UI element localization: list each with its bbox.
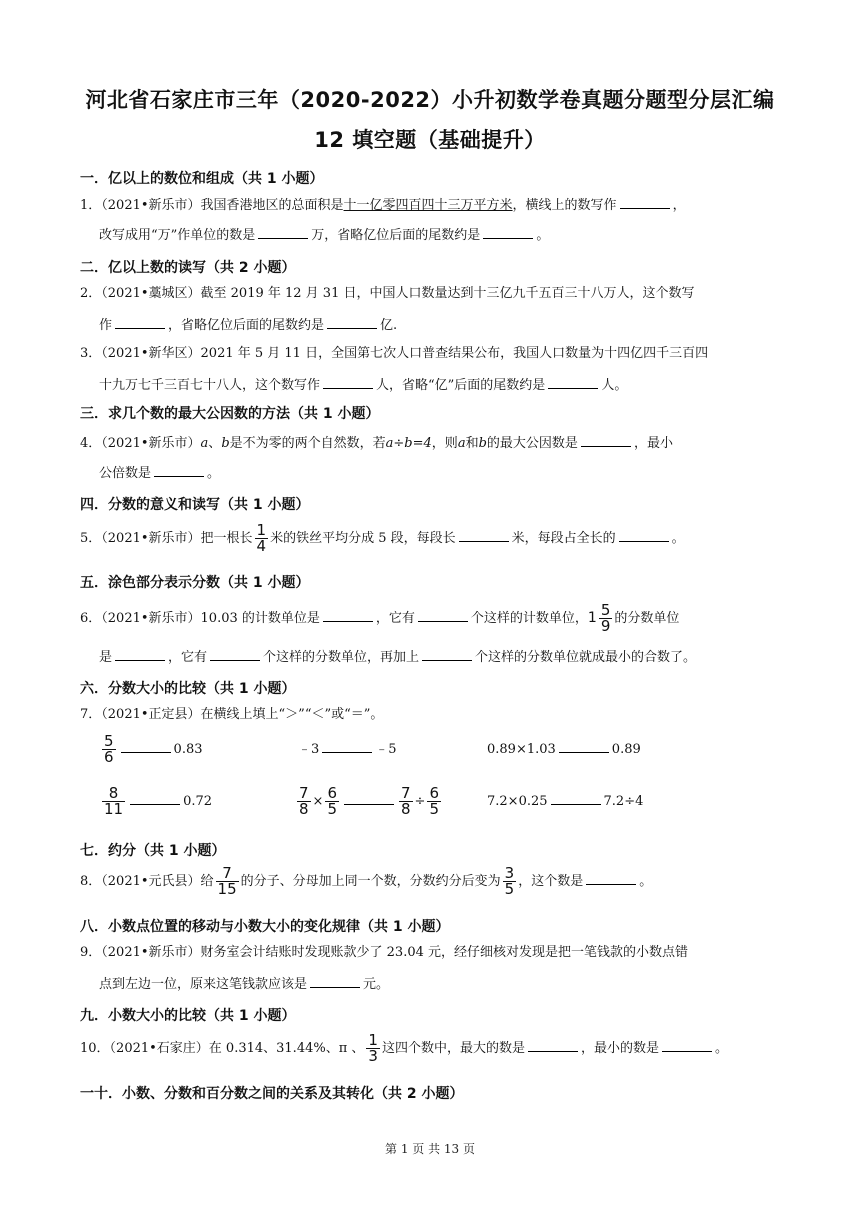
question-8 [80, 866, 780, 897]
question-text: ，它有 [168, 650, 208, 665]
compare-item [487, 738, 641, 757]
answer-blank[interactable] [619, 527, 669, 542]
page-footer: 第 1 页 共 13 页 [385, 1142, 475, 1156]
question-3-line-1: 3．（2021•新华区）2021 年 5 月 11 日，全国第七次人口普查结果公布，我国人口数量为十四亿四千三百四 [80, 346, 709, 361]
question-text: 10．（2021•石家庄）在 0.314、31.44%、π 、 [80, 1041, 365, 1056]
section-heading: 五．涂色部分表示分数（共 1 小题） [80, 575, 310, 591]
variable-b: b [221, 436, 230, 451]
question-text: 人。 [601, 378, 628, 393]
numerator: 7 [401, 784, 411, 802]
expression: a÷b=4 [385, 436, 432, 451]
compare-item [295, 786, 443, 817]
question-text: 米的铁丝平均分成 5 段，每段长 [270, 531, 456, 546]
question-text: 个这样的分数单位就成最小的合数了。 [475, 650, 697, 665]
compare-item [298, 738, 397, 757]
question-text: 米，每段占全长的 [511, 531, 616, 546]
underlined-text: 十一亿零四百四十三万平方米 [343, 198, 513, 213]
compare-value: 0.89 [611, 742, 641, 757]
question-3-line-2 [99, 374, 799, 396]
question-text: 的分数单位 [614, 611, 680, 626]
question-1-line-1 [80, 194, 780, 216]
question-text: ，省略亿位后面的尾数约是 [168, 318, 325, 333]
answer-blank[interactable] [548, 374, 598, 389]
numerator: 5 [600, 601, 611, 619]
compare-value: 7.2÷4 [603, 794, 644, 809]
answer-blank[interactable] [130, 790, 180, 805]
answer-blank[interactable] [528, 1037, 578, 1052]
compare-value: ﹣5 [375, 742, 397, 757]
answer-blank[interactable] [586, 870, 636, 885]
numerator: 7 [222, 864, 232, 882]
answer-blank[interactable] [662, 1037, 712, 1052]
question-10 [80, 1033, 780, 1064]
question-text: 作 [99, 318, 113, 333]
question-text: 的分子、分母加上同一个数，分数约分后变为 [240, 874, 501, 889]
denominator: 4 [256, 537, 267, 555]
answer-blank[interactable] [323, 374, 373, 389]
question-text: 。 [639, 874, 653, 889]
answer-blank[interactable] [418, 607, 468, 622]
answer-blank[interactable] [483, 224, 533, 239]
numerator: 1 [256, 521, 267, 539]
operator: × [312, 794, 324, 809]
question-text: 人，省略“亿”后面的尾数约是 [376, 378, 546, 393]
fraction [399, 786, 413, 817]
section-heading: 一十．小数、分数和百分数之间的关系及其转化（共 2 小题） [80, 1086, 464, 1102]
operator: ÷ [414, 794, 426, 809]
question-text: ，这个数是 [518, 874, 584, 889]
answer-blank[interactable] [210, 646, 260, 661]
question-4-line-1 [80, 432, 780, 454]
fraction [255, 523, 269, 554]
question-text: 改写成用“万”作单位的数是 [99, 228, 256, 243]
question-7-prompt: 7．（2021•正定县）在横线上填上“＞”“＜”或“＝”。 [80, 707, 384, 722]
question-text: 公倍数是 [99, 466, 152, 481]
answer-blank[interactable] [327, 314, 377, 329]
question-text: 6．（2021•新乐市）10.03 的计数单位是 [80, 611, 320, 626]
answer-blank[interactable] [344, 790, 394, 805]
answer-blank[interactable] [581, 432, 631, 447]
question-text: ，横线上的数写作 [512, 198, 617, 213]
section-heading: 四．分数的意义和读写（共 1 小题） [80, 497, 310, 513]
question-2-line-1: 2．（2021•藁城区）截至 2019 年 12 月 31 日，中国人口数量达到十三亿九千五百三十八万人，这个数写 [80, 286, 695, 301]
answer-blank[interactable] [121, 738, 171, 753]
variable-a: a [200, 436, 209, 451]
question-text: 元。 [363, 977, 390, 992]
fraction [503, 866, 517, 897]
document-subtitle: 12 填空题（基础提升） [314, 128, 546, 152]
question-text: 万，省略亿位后面的尾数约是 [311, 228, 481, 243]
question-text: 4．（2021•新乐市） [80, 436, 201, 451]
numerator: 7 [299, 784, 309, 802]
numerator: 6 [429, 784, 439, 802]
numerator: 1 [368, 1031, 378, 1049]
compare-value: 0.72 [183, 794, 213, 809]
section-heading: 三．求几个数的最大公因数的方法（共 1 小题） [80, 406, 380, 422]
mixed-number-whole: 1 [587, 610, 597, 626]
answer-blank[interactable] [115, 646, 165, 661]
numerator: 6 [327, 784, 337, 802]
question-text: 8．（2021•元氏县）给 [80, 874, 214, 889]
denominator: 8 [401, 800, 411, 818]
answer-blank[interactable] [459, 527, 509, 542]
section-heading: 一．亿以上的数位和组成（共 1 小题） [80, 171, 324, 187]
compare-item [100, 786, 212, 817]
numerator: 3 [504, 864, 515, 882]
variable-b: b [478, 436, 487, 451]
question-text: 是 [99, 650, 113, 665]
question-text: 亿. [380, 318, 398, 333]
question-text: ，最小 [633, 436, 673, 451]
question-text: 点到左边一位，原来这笔钱款应该是 [99, 977, 308, 992]
section-heading: 七．约分（共 1 小题） [80, 843, 226, 859]
question-text: 个这样的计数单位， [470, 611, 588, 626]
numerator: 8 [108, 784, 119, 802]
question-text: 。 [671, 531, 685, 546]
answer-blank[interactable] [154, 462, 204, 477]
fraction [102, 786, 125, 817]
compare-item [487, 790, 643, 809]
denominator: 8 [299, 800, 309, 818]
answer-blank[interactable] [310, 973, 360, 988]
denominator: 3 [368, 1047, 378, 1065]
question-text: 。 [714, 1041, 728, 1056]
fraction [366, 1033, 380, 1064]
question-text: ，则 [431, 436, 458, 451]
compare-item [100, 734, 203, 765]
denominator: 5 [429, 800, 439, 818]
answer-blank[interactable] [115, 314, 165, 329]
question-text: 的最大公因数是 [486, 436, 578, 451]
denominator: 11 [104, 800, 124, 818]
question-text: 和 [465, 436, 479, 451]
answer-blank[interactable] [559, 738, 609, 753]
question-text: 。 [207, 466, 221, 481]
answer-blank[interactable] [323, 607, 373, 622]
answer-blank[interactable] [322, 738, 372, 753]
section-heading: 八．小数点位置的移动与小数大小的变化规律（共 1 小题） [80, 919, 450, 935]
section-heading: 九．小数大小的比较（共 1 小题） [80, 1008, 296, 1024]
question-text: ，它有 [375, 611, 415, 626]
answer-blank[interactable] [551, 790, 601, 805]
question-text: ，最小的数是 [580, 1041, 659, 1056]
question-text: 十九万七千三百七十八人，这个数写作 [99, 378, 321, 393]
fraction [599, 603, 613, 634]
fraction [297, 786, 311, 817]
question-6-line-2 [80, 646, 780, 668]
compare-value: 7.2×0.25 [487, 794, 548, 809]
question-text: 是不为零的两个自然数，若 [229, 436, 386, 451]
section-heading: 六．分数大小的比较（共 1 小题） [80, 681, 296, 697]
question-text: 5．（2021•新乐市）把一根长 [80, 531, 253, 546]
answer-blank[interactable] [422, 646, 472, 661]
question-text: 、 [208, 436, 222, 451]
answer-blank[interactable] [620, 194, 670, 209]
question-text: 个这样的分数单位，再加上 [263, 650, 420, 665]
section-heading: 二．亿以上数的读写（共 2 小题） [80, 260, 296, 276]
question-text: 这四个数中，最大的数是 [381, 1041, 525, 1056]
fraction [216, 866, 239, 897]
denominator: 9 [600, 617, 611, 635]
fraction [325, 786, 339, 817]
question-4-line-2 [99, 462, 799, 484]
question-5 [80, 523, 780, 554]
denominator: 6 [104, 748, 114, 766]
compare-value: 0.89×1.03 [487, 742, 556, 757]
question-9-line-2 [99, 973, 799, 995]
question-2-line-2 [99, 314, 799, 336]
question-1-line-2 [99, 224, 799, 246]
question-9-line-1: 9．（2021•新乐市）财务室会计结账时发现账款少了 23.04 元，经仔细核对发现是把一笔钱款的小数点错 [80, 945, 689, 960]
document-title: 河北省石家庄市三年（2020-2022）小升初数学卷真题分题型分层汇编 [85, 88, 775, 112]
question-text: ， [672, 198, 686, 213]
compare-value: ﹣3 [298, 742, 320, 757]
answer-blank[interactable] [258, 224, 308, 239]
variable-a: a [457, 436, 466, 451]
denominator: 5 [504, 880, 515, 898]
numerator: 5 [104, 732, 114, 750]
denominator: 5 [327, 800, 337, 818]
compare-value: 0.83 [173, 742, 203, 757]
fraction [102, 734, 116, 765]
question-text: 1．（2021•新乐市）我国香港地区的总面积是 [80, 198, 344, 213]
denominator: 15 [217, 880, 237, 898]
question-text: 。 [536, 228, 550, 243]
fraction [427, 786, 441, 817]
question-6-line-1 [80, 603, 780, 634]
